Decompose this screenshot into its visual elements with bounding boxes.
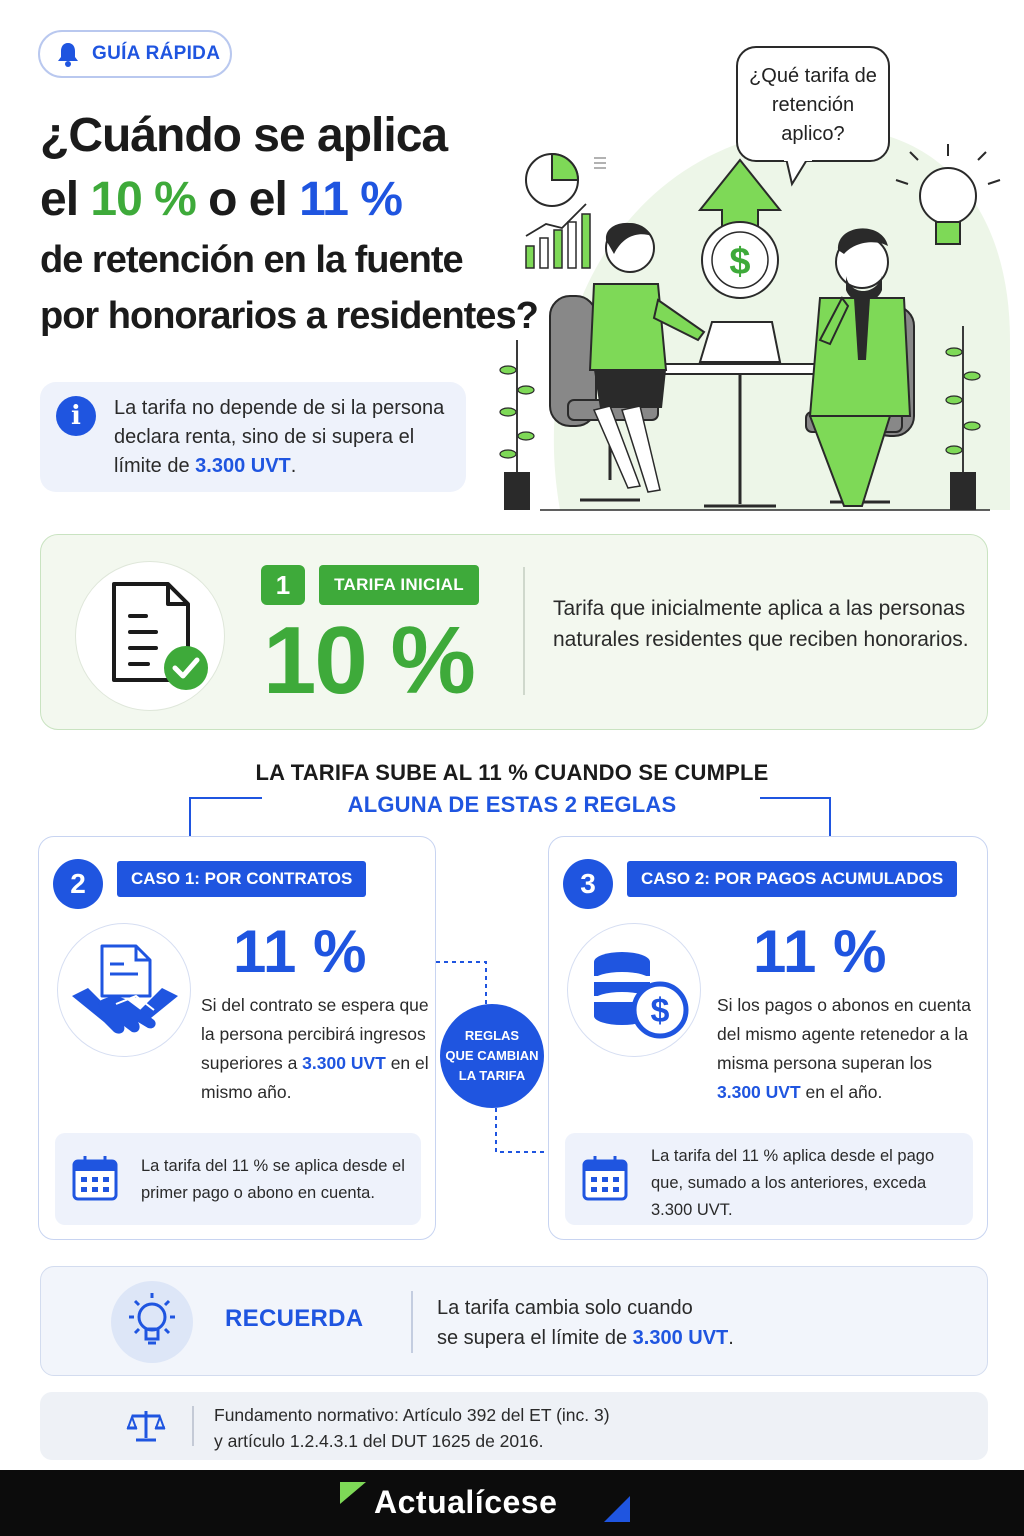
case-2-description [717, 991, 979, 1107]
case-2-card [548, 836, 988, 1240]
info-text-pre: La tarifa no depende de si la persona declara renta, sino de si supera el límite de [114, 397, 445, 477]
title-line-2-pre: el [40, 173, 91, 226]
divider [192, 1406, 194, 1446]
title-line-2-mid: o el [195, 173, 300, 226]
title-line-3: de retención en la fuente [40, 239, 463, 281]
case-2-uvt-highlight: 3.300 UVT [717, 1082, 801, 1102]
divider [411, 1291, 413, 1353]
handshake-contract-icon [58, 924, 192, 1058]
initial-rate-value: 10 % [263, 607, 474, 714]
reminder-title: RECUERDA [225, 1305, 364, 1332]
info-uvt-highlight: 3.300 UVT [195, 455, 291, 477]
dollar-sign-icon: $ [729, 241, 751, 283]
case-2-rate: 11 % [753, 918, 887, 985]
lightbulb-icon [111, 1281, 193, 1363]
case-1-card [38, 836, 436, 1240]
badge-label: GUÍA RÁPIDA [92, 43, 221, 64]
brand-logo: Actualícese [374, 1484, 558, 1520]
title-line-1: ¿Cuándo se aplica [40, 109, 448, 162]
info-icon: i [56, 396, 96, 436]
case-2-note-text: La tarifa del 11 % aplica desde el pago que, sumado a los anteriores, exceda 3.300 UVT. [651, 1147, 935, 1219]
reminder-text [437, 1293, 734, 1353]
coins-circle [567, 923, 701, 1057]
case-1-label: CASO 1: POR CONTRATOS [117, 861, 366, 897]
step-number-1: 1 [261, 565, 305, 605]
reminder-bulb-circle [111, 1281, 193, 1363]
rules-heading-line-2: ALGUNA DE ESTAS 2 REGLAS [347, 792, 677, 817]
case-1-uvt-highlight: 3.300 UVT [302, 1053, 386, 1073]
initial-rate-label: TARIFA INICIAL [319, 565, 479, 605]
rules-heading-line-1: LA TARIFA SUBE AL 11 % CUANDO SE CUMPLE [255, 760, 769, 785]
handshake-circle [57, 923, 191, 1057]
rules-badge-line-1: REGLAS [464, 1028, 520, 1043]
dollar-sign-icon: $ [650, 992, 670, 1030]
calendar-icon [581, 1153, 629, 1203]
calendar-icon [71, 1153, 119, 1203]
reminder-text-post: . [728, 1327, 734, 1349]
legal-line-1: Fundamento normativo: Artículo 392 del ET (inc. 3) [214, 1405, 610, 1425]
legal-text [214, 1402, 610, 1454]
initial-rate-description: Tarifa que inicialmente aplica a las personas naturales residentes que reciben honorarios. [553, 597, 969, 651]
case-1-desc-post: en el mismo año. [201, 1053, 429, 1102]
title-line-4: por honorarios a residentes? [40, 295, 538, 337]
case-2-desc-pre: Si los pagos o abonos en cuenta del mismo agente retenedor a la misma persona superan los [717, 995, 971, 1073]
rules-badge-line-3: LA TARIFA [458, 1068, 526, 1083]
case-1-note-text: La tarifa del 11 % se aplica desde el primer pago o abono en cuenta. [141, 1157, 405, 1202]
coins-dollar-icon [568, 924, 702, 1058]
info-text-post: . [290, 455, 297, 477]
footer [0, 1470, 1024, 1536]
rate-11-highlight: 11 % [299, 173, 402, 226]
reminder-uvt-highlight: 3.300 UVT [632, 1327, 729, 1349]
case-1-description [201, 991, 431, 1107]
reminder-text-line-1: La tarifa cambia solo cuando [437, 1297, 693, 1319]
case-2-note [565, 1133, 973, 1225]
reminder-text-line-2: se supera el límite de [437, 1327, 633, 1349]
case-2-desc-post: en el año. [800, 1082, 883, 1102]
brand-mark-blue-icon [602, 1494, 632, 1524]
speech-bubble: ¿Qué tarifa de retención aplico? [736, 46, 890, 162]
step-number-3: 3 [563, 859, 613, 909]
legal-line-2: y artículo 1.2.4.3.1 del DUT 1625 de 2016. [214, 1431, 544, 1451]
case-1-rate: 11 % [233, 918, 367, 985]
step-number-2: 2 [53, 859, 103, 909]
reminder-box [40, 1266, 988, 1376]
case-1-note [55, 1133, 421, 1225]
legal-basis [40, 1392, 988, 1460]
scale-icon [126, 1408, 166, 1444]
rate-10-highlight: 10 % [90, 173, 196, 226]
rules-badge [440, 1004, 544, 1108]
brand-mark-green-icon [338, 1480, 368, 1506]
case-2-label: CASO 2: POR PAGOS ACUMULADOS [627, 861, 957, 897]
rules-badge-line-2: QUE CAMBIAN [445, 1048, 539, 1063]
case-1-desc-pre: Si del contrato se espera que la persona percibirá ingresos superiores a [201, 995, 429, 1073]
